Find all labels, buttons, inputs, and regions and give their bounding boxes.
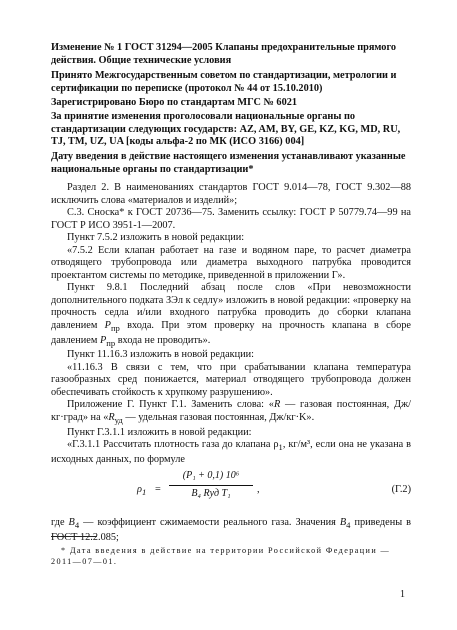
footnote-separator (51, 536, 97, 537)
paragraph-7-5-2-intro: Пункт 7.5.2 изложить в новой редакции: (67, 232, 245, 244)
paragraph-7-5-2: «7.5.2 Если клапан работает на газе и водяном паре, то расчет диаметра отводящего трубопровода или диаметра выходного патрубка проводится проектантом системы по методике, приведенной в приложении Г». (51, 244, 411, 281)
variable-b: B (68, 517, 75, 529)
text-run: — коэффициент сжимаемости реального газа. Значения (79, 517, 340, 529)
formula-denominator: B₄ Rуд T₁ (191, 487, 231, 499)
subscript: 4 (346, 520, 351, 531)
paragraph-where-b4 (51, 517, 411, 544)
paragraph-11-16-3: «11.16.3 В связи с тем, что при срабатывании клапана температура газообразных сред понижается, материал отводящего трубопровода должен обеспечивать стойкость к хрупкому разрушению». (51, 361, 411, 398)
paragraph-g3-1-1 (51, 439, 411, 466)
variable-p: P (99, 334, 107, 346)
text-run: где (51, 517, 69, 529)
subscript: 1 (141, 487, 147, 498)
text-run: , кг/м³, если она не указана в исходных данных, по формуле (51, 439, 411, 465)
text-run: «Г.3.1.1 Рассчитать плотность газа до клапана ρ (67, 439, 279, 451)
text-run: — газовая постоянная, Дж/кг·град» на « (51, 399, 411, 423)
paragraph-g3-1-1-intro: Пункт Г.3.1.1 изложить в новой редакции: (67, 426, 252, 438)
density-formula (51, 469, 411, 513)
formula-comma: , (257, 484, 260, 496)
equals-sign: = (155, 484, 161, 496)
paragraph-9-8-1 (51, 282, 411, 349)
subscript: уд (114, 414, 123, 425)
subscript: 4 (74, 520, 80, 531)
formula-number: (Г.2) (391, 484, 411, 496)
amendment-body (51, 182, 411, 544)
variable-b: B (339, 517, 347, 529)
paragraph-appendix-g1 (51, 399, 411, 426)
voting-note: За принятие изменения проголосовали национальные органы по стандартизации следующих государств: AZ, AM, BY, GE, KZ, KG, MD, RU, TJ, TM, UZ, UA [коды альфа-2 по МК (ИСО 3166) 004] (51, 111, 401, 148)
variable-r: R (273, 399, 281, 411)
paragraph-footnote-ref: С.3. Сноска* к ГОСТ 20736—75. Заменить ссылку: ГОСТ Р 50779.74—99 на ГОСТ Р ИСО 3951-1—2007. (51, 207, 411, 231)
paragraph-section-2: Раздел 2. В наименованиях стандартов ГОСТ 9.014—78, ГОСТ 9.302—88 исключить слова «материалов и изделий»; (51, 182, 411, 206)
formula-lhs (137, 484, 146, 499)
registration-note: Зарегистрировано Бюро по стандартам МГС № 6021 (51, 97, 298, 108)
adoption-note: Принято Межгосударственным советом по стандартизации, метрологии и сертификации по переписке (протокол № 44 от 15.10.2010) (51, 70, 397, 94)
footnote: * Дата введения в действие на территории Российской Федерации — 2011—07—01. (51, 546, 391, 566)
formula-numerator: (P₁ + 0,1) 10⁶ (182, 470, 240, 482)
variable-p: P (104, 320, 111, 332)
formula-fraction (169, 470, 253, 500)
variable-r: R (108, 411, 115, 423)
subscript: пр (110, 323, 120, 334)
text-run: Приложение Г. Пункт Г.1. Заменить слова: « (67, 399, 274, 411)
amendment-title: Изменение № 1 ГОСТ 31294—2005 Клапаны предохранительные прямого действия. Общие технические условия (51, 42, 397, 66)
paragraph-11-16-3-intro: Пункт 11.16.3 изложить в новой редакции: (67, 349, 255, 361)
text-run: Пункт 9.8.1 Последний абзац после слов «При невозможности дополнительного подката ЗЭл к седлу» изложить в новой редакции: «проверку на прочность седла и/или входного патрубка проводить до сборки клапана давлением (51, 282, 411, 332)
text-run: — удельная газовая постоянная, Дж/кг·K». (122, 411, 315, 423)
subscript: пр (106, 337, 116, 348)
fraction-bar (169, 485, 253, 486)
rho-symbol: ρ (137, 484, 142, 496)
text-run: входа не проводить». (115, 334, 211, 346)
text-run: входа. При этом проверку на прочность клапана в сборе давлением (51, 320, 411, 346)
effective-date-note: Дату введения в действие настоящего изменения устанавливают указанные национальные органы по стандартизации* (51, 151, 406, 175)
page-number: 1 (400, 589, 405, 600)
subscript: 1 (278, 442, 283, 453)
text-run: приведены в ГОСТ 12.2.085; (51, 517, 412, 543)
